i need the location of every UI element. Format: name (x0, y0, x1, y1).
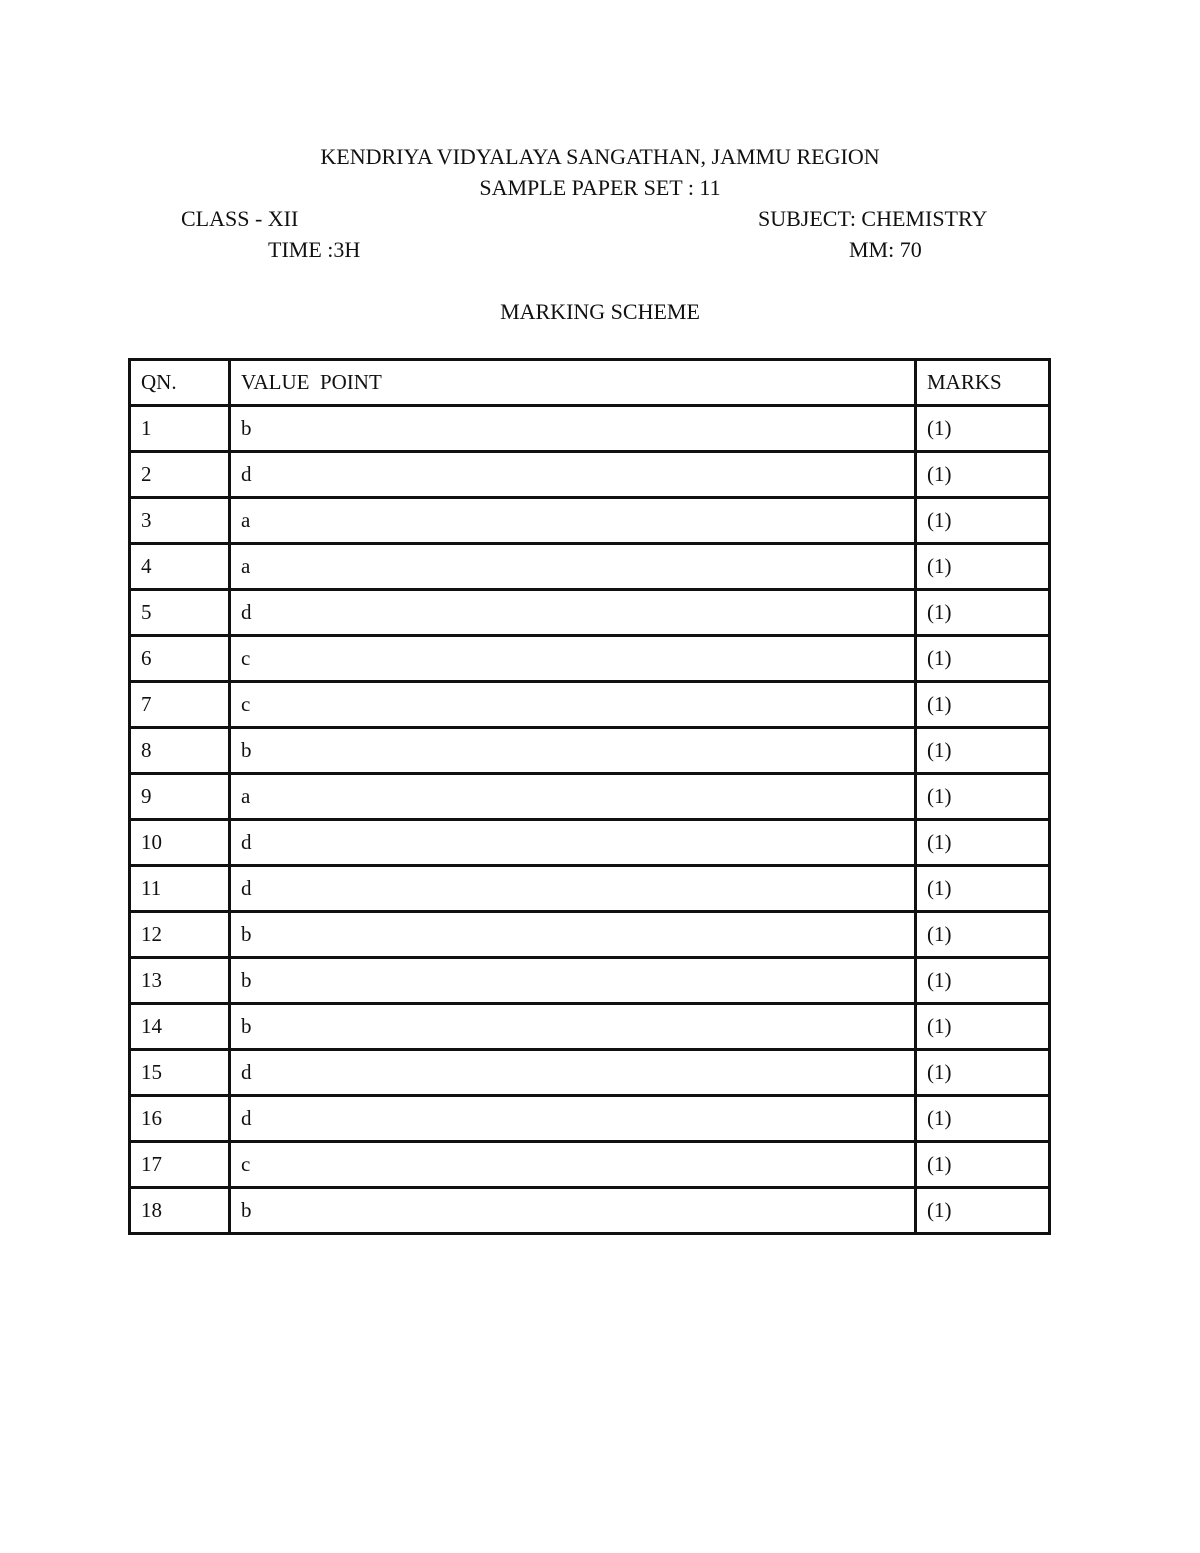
value-point: b (230, 1188, 916, 1234)
table-row (130, 1004, 1050, 1050)
question-number: 16 (130, 1096, 230, 1142)
marking-scheme-title: MARKING SCHEME (500, 299, 700, 324)
value-point: b (230, 728, 916, 774)
table-row (130, 820, 1050, 866)
max-marks-label: MM: 70 (849, 237, 922, 262)
table-row (130, 682, 1050, 728)
marks: (1) (916, 590, 1050, 636)
marks: (1) (916, 406, 1050, 452)
value-point: c (230, 1142, 916, 1188)
marks: (1) (916, 820, 1050, 866)
table-row (130, 452, 1050, 498)
marks: (1) (916, 1188, 1050, 1234)
time-label: TIME :3H (268, 237, 361, 262)
table-row (130, 1142, 1050, 1188)
value-point: d (230, 590, 916, 636)
value-point: a (230, 774, 916, 820)
marks: (1) (916, 544, 1050, 590)
marks: (1) (916, 958, 1050, 1004)
question-number: 14 (130, 1004, 230, 1050)
question-number: 7 (130, 682, 230, 728)
question-number: 3 (130, 498, 230, 544)
subject-label: SUBJECT: CHEMISTRY (758, 206, 988, 231)
question-number: 6 (130, 636, 230, 682)
paper-set-title: SAMPLE PAPER SET : 11 (479, 175, 721, 200)
table-row (130, 636, 1050, 682)
question-number: 9 (130, 774, 230, 820)
question-number: 4 (130, 544, 230, 590)
marks: (1) (916, 452, 1050, 498)
value-point: d (230, 866, 916, 912)
table-row (130, 866, 1050, 912)
table-row (130, 728, 1050, 774)
question-number: 15 (130, 1050, 230, 1096)
marks: (1) (916, 636, 1050, 682)
column-header-value-point: VALUE POINT (230, 360, 916, 406)
question-number: 2 (130, 452, 230, 498)
question-number: 11 (130, 866, 230, 912)
marks: (1) (916, 774, 1050, 820)
marks: (1) (916, 498, 1050, 544)
table-row (130, 544, 1050, 590)
marks: (1) (916, 866, 1050, 912)
question-number: 18 (130, 1188, 230, 1234)
value-point: b (230, 912, 916, 958)
column-header-marks: MARKS (916, 360, 1050, 406)
marks: (1) (916, 1050, 1050, 1096)
question-number: 10 (130, 820, 230, 866)
table-row (130, 406, 1050, 452)
marks: (1) (916, 682, 1050, 728)
marking-scheme-table (128, 358, 1051, 1235)
marks: (1) (916, 1096, 1050, 1142)
table-row (130, 590, 1050, 636)
question-number: 12 (130, 912, 230, 958)
question-number: 1 (130, 406, 230, 452)
value-point: d (230, 452, 916, 498)
question-number: 13 (130, 958, 230, 1004)
table-row (130, 1188, 1050, 1234)
marks: (1) (916, 1142, 1050, 1188)
value-point: c (230, 682, 916, 728)
value-point: d (230, 1096, 916, 1142)
value-point: b (230, 1004, 916, 1050)
table-row (130, 774, 1050, 820)
table-row (130, 1096, 1050, 1142)
table-row (130, 1050, 1050, 1096)
table-header-row (130, 360, 1050, 406)
question-number: 8 (130, 728, 230, 774)
table-row (130, 912, 1050, 958)
marks: (1) (916, 912, 1050, 958)
value-point: a (230, 498, 916, 544)
value-point: d (230, 820, 916, 866)
value-point: a (230, 544, 916, 590)
table-row (130, 958, 1050, 1004)
value-point: d (230, 1050, 916, 1096)
value-point: b (230, 958, 916, 1004)
value-point: c (230, 636, 916, 682)
question-number: 17 (130, 1142, 230, 1188)
table-row (130, 498, 1050, 544)
question-number: 5 (130, 590, 230, 636)
value-point: b (230, 406, 916, 452)
column-header-qn: QN. (130, 360, 230, 406)
marks: (1) (916, 728, 1050, 774)
marks: (1) (916, 1004, 1050, 1050)
class-label: CLASS - XII (181, 206, 299, 231)
organization-title: KENDRIYA VIDYALAYA SANGATHAN, JAMMU REGION (320, 144, 880, 169)
